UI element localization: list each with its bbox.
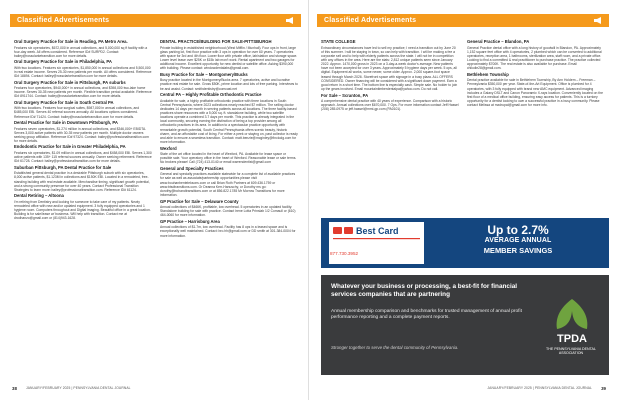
right-page [309, 0, 618, 400]
listing-body: Annual collections of $1.7m, low overhead. Facility has 8 ops in a leased space and is exceptionally well maintained. Contact: bro.hh@gmail.com or DD smith at 301-384-0004 for more information. [160, 225, 296, 238]
listing-body: With two locations. Features six operatories, $1,850,000 in annual collections and 5,500,000 in real estate income. Serves 25-30 new patients per month. All offers considered. Reference ID# 18894. Contact: bailey@rossclarketransition.com for more details. [14, 65, 152, 79]
classified-item [14, 121, 152, 143]
classified-column-1 [14, 40, 152, 223]
listing-title: For Sale – Scranton, PA [321, 92, 369, 98]
listing-title: Central PA – Highly Profitable Orthodontic Practice [160, 92, 262, 97]
classified-column-1 [321, 40, 459, 114]
listing-title: Wexford [160, 145, 177, 151]
listing-title: GP Practice – Harrisburg Area [160, 218, 220, 224]
promo-rate: Up to 2.7% [487, 223, 549, 237]
classified-item [14, 145, 152, 163]
listing-body: Extraordinary circumstances have led to sell my practice; I need a transition out by June 20 of this summer. I will be staying in town, so can help with transition. I will be making a fee a corporate sell and to help with elderly patients across the state. I will not be in competition with any offices in the area. Here are the stats: 2,812 unique patients seen since January 2022. Approx. 1470,000 gross in 2023 on a 3-day-a-week doctor's average. New patients have not been accepted for over 3 years. Approximately 5 hygiene days per week. 5 ops, all digital. Equipment all works, some newer, some older. Approx. 2,000 square-foot space leased through March 2026. Storefront space with signage in a busy plaza. ALL OFFERS CONSIDERED. Owner financing will be considered with a significant down payment. Earn a good return in a short time. The bottom line is especially cash. Simple sale. No holder to join up the gears involved. Email mountaintimberdentalpa@yahoo.com. Do not call. [321, 45, 458, 92]
promo-line-3: MEMBER SAVINGS [483, 246, 553, 255]
classified-item [14, 194, 152, 220]
listing-title: Oral Surgery Practice for Sale in Reading, PA Metro Area. [14, 39, 128, 44]
bestcard-phone: 877.730.3952 [330, 251, 359, 256]
classified-item [160, 93, 298, 144]
classified-item [14, 101, 152, 119]
best-card-brand: Best Card [356, 226, 399, 236]
tpda-headline: Whatever your business or processing, a best-fit for financial services companies that are partnering [331, 283, 518, 298]
classified-item [14, 81, 152, 99]
classified-item [160, 147, 298, 165]
classified-item [14, 40, 152, 58]
classified-item [160, 167, 298, 197]
tpda-logo-text: TPDA [557, 333, 587, 345]
classified-item [160, 73, 298, 91]
megaphone-icon [593, 16, 603, 25]
bestcard-advertisement[interactable] [321, 218, 609, 268]
page-number: 39 [601, 386, 606, 391]
listing-title: Dental Retiring – Altoona [14, 193, 64, 199]
tpda-subtext: Annual membership comparison and benchmarks for trusted management of annual profit performance reporting and a complete payment reports. [331, 309, 522, 320]
listing-body: With two locations. Features four surgical suites, $987,000 in annual collections, and $485,000 EBI. Serves 40 referral sources annually. All locations options considered. Reference ID# 71424. Contact: bailey@rossclarketransition.com for more details. [14, 106, 140, 119]
listing-body: A comprehensive dental practice with 40 years of experience. Comparison with a historic approach. Annual collections over $670,000. 7 Ops. For more information contact Jeff Hassel (208) 285-0975 or jeff.hassel@mmi-gp.com (PA0101). [321, 99, 459, 112]
section-banner [10, 14, 301, 27]
banner-title: Classified Advertisements [17, 17, 110, 24]
listing-title: Bethlehem Township [467, 71, 509, 77]
classified-item [321, 40, 459, 91]
listing-body: Annual collections of $466K, profitable, low overhead. 5 operatories in an updated facility. Standalone building for sale with practice. Contact Irene Lotta Prinslab 1/2 Comaull or (610) 464-0060 for more information. [160, 205, 296, 218]
section-banner [317, 14, 609, 27]
listing-body: State of the art office located in the heart of Wexford, PA. Available for lease space or possible sale. Your operatory office in the heart of Wexford. Reasonable lease or sale terms. No brokers please! Call (724) 413-0140 or email warrendentist@gmail.com [160, 152, 297, 165]
classified-column-2 [467, 40, 605, 110]
classified-item [160, 40, 298, 70]
listing-title: DENTAL PRACTICE/BUILDING FOR SALE-PITTSBURGH [160, 39, 272, 44]
listing-title: General and Specialty Practices [160, 165, 224, 171]
listing-title: Busy Practice for Sale – Montgomery/Bucks [160, 71, 248, 77]
banner-title: Classified Advertisements [324, 17, 417, 24]
listing-title: Endodontic Practice for Sale in Greater Philadelphia, PA [14, 144, 126, 150]
listing-title: General Practice – Blandon, PA [467, 39, 530, 44]
classified-item [467, 40, 605, 70]
tpda-advertisement[interactable] [321, 275, 609, 375]
classified-item [14, 60, 152, 78]
promo-line-2: AVERAGE ANNUAL [484, 237, 552, 244]
classified-item [14, 166, 152, 192]
tpda-logo [549, 297, 595, 345]
listing-body: Dental practice available for sale in Bethlehem Township, By Ann Holdem – Freeman – Pennsylvania $350,000 per year. State-of-the-Art Equipment. Office is plumbed for 4 operatories, with 3 fully equipped with brand new AMC equipment. Advanced imaging includes a Galaxy DSLT and Canon Panoramic X-rays location. Conveniently located on the first floor of a medical office building, ensuring easy access for patients. This is a turnkey opportunity for a dentist looking to own a successful practice in a busy community. Please contact Melissa at mzdrupal@gmail.com for more info. [467, 78, 603, 108]
bestcard-promo [433, 224, 603, 255]
tpda-org-name: THE PENNSYLVANIA DENTAL ASSOCIATION [546, 347, 596, 356]
listing-body: Available for sale, a highly profitable orthodontic practice with three locations in South Central Pennsylvania, where 2023 collections nearly reached $7 million. The selling doctor dedicates 14 days per month in serving patients across all locations. The three facility-based practices share resources with a 5,000 sq. ft. standalone building, while two satellite locations operate a combined 3.7 days per month. This practice is already integrated in the local community, securing earning the distinction of being a top provider among all orthodontic practices in its area. In addition to a spectacular practice opportunity with remarkable growth potential, South Central Pennsylvania offers scenic beauty, historic charm, and an affordable cost of living. For either a peek or staying on, past collector is ready and able to ensure a seamless transition. Contact: matt.benzie@mcginley@finclodg.com for more information. [160, 98, 298, 145]
listing-body: Features six operatories, $672,000 in annual collections, and 5,000,000 sq ft facility with a four-day week. All offers considered. Reference ID# SURPD2. Contact: bailey@rossclarketransition.com for more details. [14, 45, 148, 58]
listing-body: General Practice dental office with a long history of goodwill in Blandon, PA. Approximately 1,152 square feet office with 4 operatories, 2 plumbed which can be converted to additional operatories, reception area, 1 bathrooms, sterilization area, staff room, and a private office. Looking to find a committed & real practitioner to purchase practice. The practice collected approximately $700K. The real estate is also available for purchase. Email chikolie28@gmail.com. [467, 45, 602, 71]
page-number: 38 [12, 386, 17, 391]
classified-item [160, 200, 298, 218]
listing-title: Oral Surgery Practice for Sale in South Central PA [14, 99, 114, 105]
tpda-tagline: Stronger together to serve the dental community of Pennsylvania. [331, 345, 459, 350]
listing-title: GP Practice for Sale – Delaware County [160, 198, 239, 204]
listing-body: Private building in established neighborhood (West Mifflin / Munhall). Four ops in front, large glass parking lot, first floor practice with 3 ops in operation for over 60 years. 7 operatories with space for 3rd and 4th floor. Lower floor with private office, lab/station and storage space. Lower level lease over $25K or $15k lab mon't work. Rental apartment and two garages for additional income. Excellent opportunity for new dentist or satellite office. Asking $390,000 with building. Please contact: windowdentalabs@gmail.com. [160, 45, 298, 71]
listing-title: STATE COLLEGE [321, 39, 356, 44]
listing-body: Features four operatories, $940,000+ in annual collections, and $398,000 two-lake home income. Serves 30-35 new patients per month. Flexible transition period available. Reference ID# 8911744. Contact: bailey@rossclarketransition.com for more details. [14, 86, 152, 99]
classified-item [321, 94, 459, 112]
listing-body: Established general dental practice in a desirable Pittsburgh suburb with six operatories, 8,000 active patients, $1.123M in collections and $150K EBI. Located in a remodeled, free-standing building with real estate available. Merchandise timing, significant growth potential, and a strong community presence for over 40 years. Contact Professional Transition Strategies to learn more: bailey@professionaltransition.com. Reference ID# 61124. [14, 171, 150, 192]
listing-body: Busy practice located in the Montgomery/Bucks area. 7 operatories, active and lucrative practice real estate for sale. Gross $50K, prime location and lots of free parking. Interviews to be and assist. Contact: smithdentistry@comcast.net [160, 78, 298, 91]
page-footer: JANUARY/FEBRUARY 2025 | PENNSYLVANIA DENTAL JOURNAL [26, 386, 131, 390]
best-card-logo [329, 222, 424, 264]
classified-item [467, 73, 605, 108]
classified-item [160, 220, 298, 238]
listing-body: Features six operatories, $1.09 million in annual collections, and $458,000 EBI. Serves 1,300 active patients with 135+ 115 referral sources annually. Owner seeking retirement. Reference ID# 61728. Contact: bailey@professionaltransition.com for more details. [14, 150, 152, 164]
listing-body: Features seven operatories, $1.274 million in annual collections, and $346,000+ EBIDTA. Serves 3,000 active patients with 30-35 new patients per month. Multiple doctor owners seeking group affiliation. Reference ID# 97324. Contact: bailey@professionaltransition.com for more details. [14, 126, 149, 144]
listing-title: Oral Surgery Practice for Sale in Pittsburgh, PA suburbs [14, 79, 126, 85]
listing-body: General and specialty practices available statewide for a complete list of available practices for sale as well as associate/partnership opportunities please visit www.bouhanbenteleksons.com or call Brian Roth Partners at 609.436.1759 or www.btsdtransitions.com. Or Deanna Kerr-Hanuschy, or Dorothy ms go: dorothy@bohandtransitions.com or at 856.822.1785 Mr Morrow Transitions for more information. [160, 172, 296, 198]
page-footer: JANUARY/FEBRUARY 2025 | PENNSYLVANIA DENTAL JOURNAL [487, 386, 592, 390]
megaphone-icon [285, 16, 295, 25]
listing-title: Dental Practice for Sale in Downtown Pittsburgh, PA [14, 120, 118, 126]
listing-title: Oral Surgery Practice for Sale in Philadelphia, PA [14, 59, 112, 65]
classified-column-2 [160, 40, 298, 240]
listing-body: I'm retiring from Dentistry and looking for someone to take care of my patients. Newly remodeled office with new and/or updated equipment. 3 fully equipped operatories and 1 hygiene room. Computers throughout and Digital imaging. Beautiful office in a great location. Building is for sale/lease w/ business. Will help with transition. Contact me at drcdhanzo@gmail.com or (814)943-1628. [14, 199, 151, 221]
listing-title: Suburban Pittsburgh, PA Dental Practice for Sale [14, 164, 112, 170]
